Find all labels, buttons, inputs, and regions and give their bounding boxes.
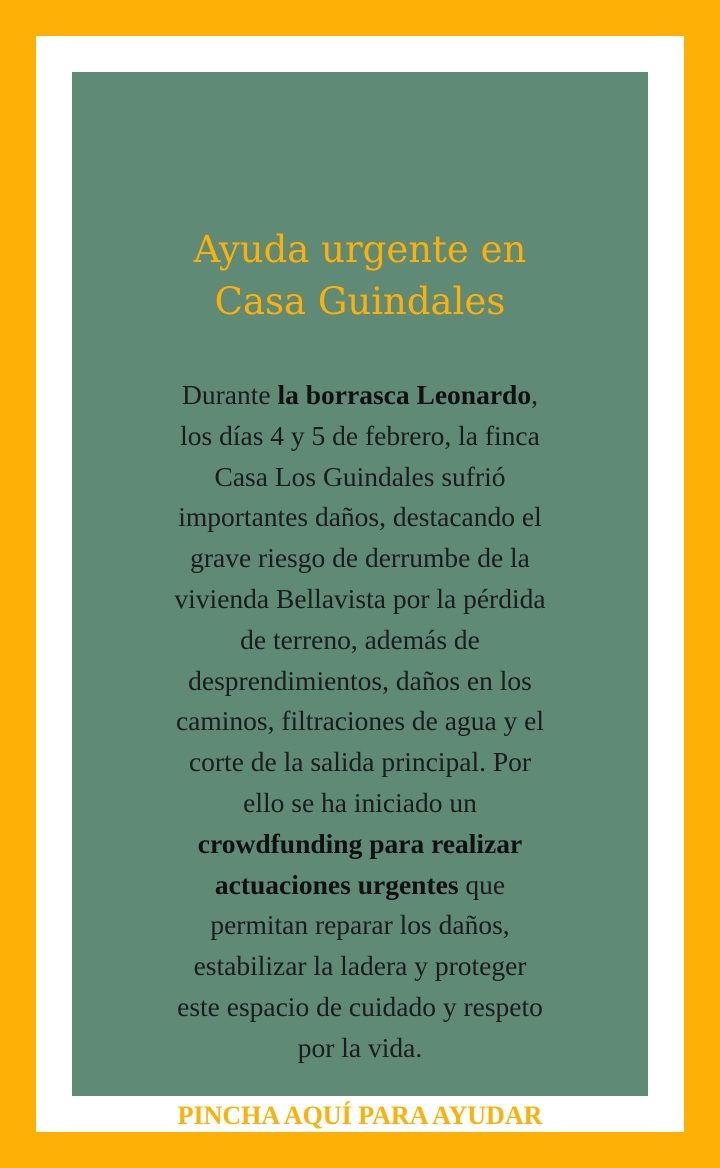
body-bold-text: actuaciones urgentes <box>214 868 459 900</box>
body-text: que <box>458 868 506 900</box>
body-line: importantes daños, destacando el <box>178 501 542 533</box>
body-line <box>72 865 648 906</box>
body-line: Casa Los Guindales sufrió <box>214 460 506 492</box>
body-line: vivienda Bellavista por la pérdida <box>174 582 546 614</box>
body-bold-text: crowdfunding para realizar <box>197 827 523 859</box>
body-bold-text: la borrasca Leonardo <box>277 379 532 410</box>
body-line: corte de la salida principal. Por <box>188 746 532 778</box>
appeal-card <box>72 72 648 1130</box>
body-text: , <box>531 379 538 410</box>
body-line: estabilizar la ladera y proteger <box>193 950 527 982</box>
appeal-title-line-1: Ayuda urgente en <box>193 228 527 271</box>
body-line: desprendimientos, daños en los <box>188 664 532 696</box>
appeal-title-line-2: Casa Guindales <box>214 280 506 323</box>
body-line: los días 4 y 5 de febrero, la finca <box>180 419 540 451</box>
body-line <box>72 375 648 416</box>
body-line: de terreno, además de <box>240 623 480 655</box>
body-line: caminos, filtraciones de agua y el <box>175 705 545 737</box>
appeal-body <box>72 375 648 1069</box>
body-line: por la vida. <box>297 1031 423 1063</box>
body-line: ello se ha iniciado un <box>243 786 477 818</box>
body-text: Durante <box>182 379 278 410</box>
appeal-title <box>72 224 648 328</box>
body-line: este espacio de cuidado y respeto <box>177 990 543 1022</box>
body-line: grave riesgo de derrumbe de la <box>190 542 530 574</box>
help-cta-link[interactable]: PINCHA AQUÍ PARA AYUDAR <box>177 1101 543 1130</box>
body-line <box>72 824 648 865</box>
body-line: permitan reparar los daños, <box>210 909 510 941</box>
